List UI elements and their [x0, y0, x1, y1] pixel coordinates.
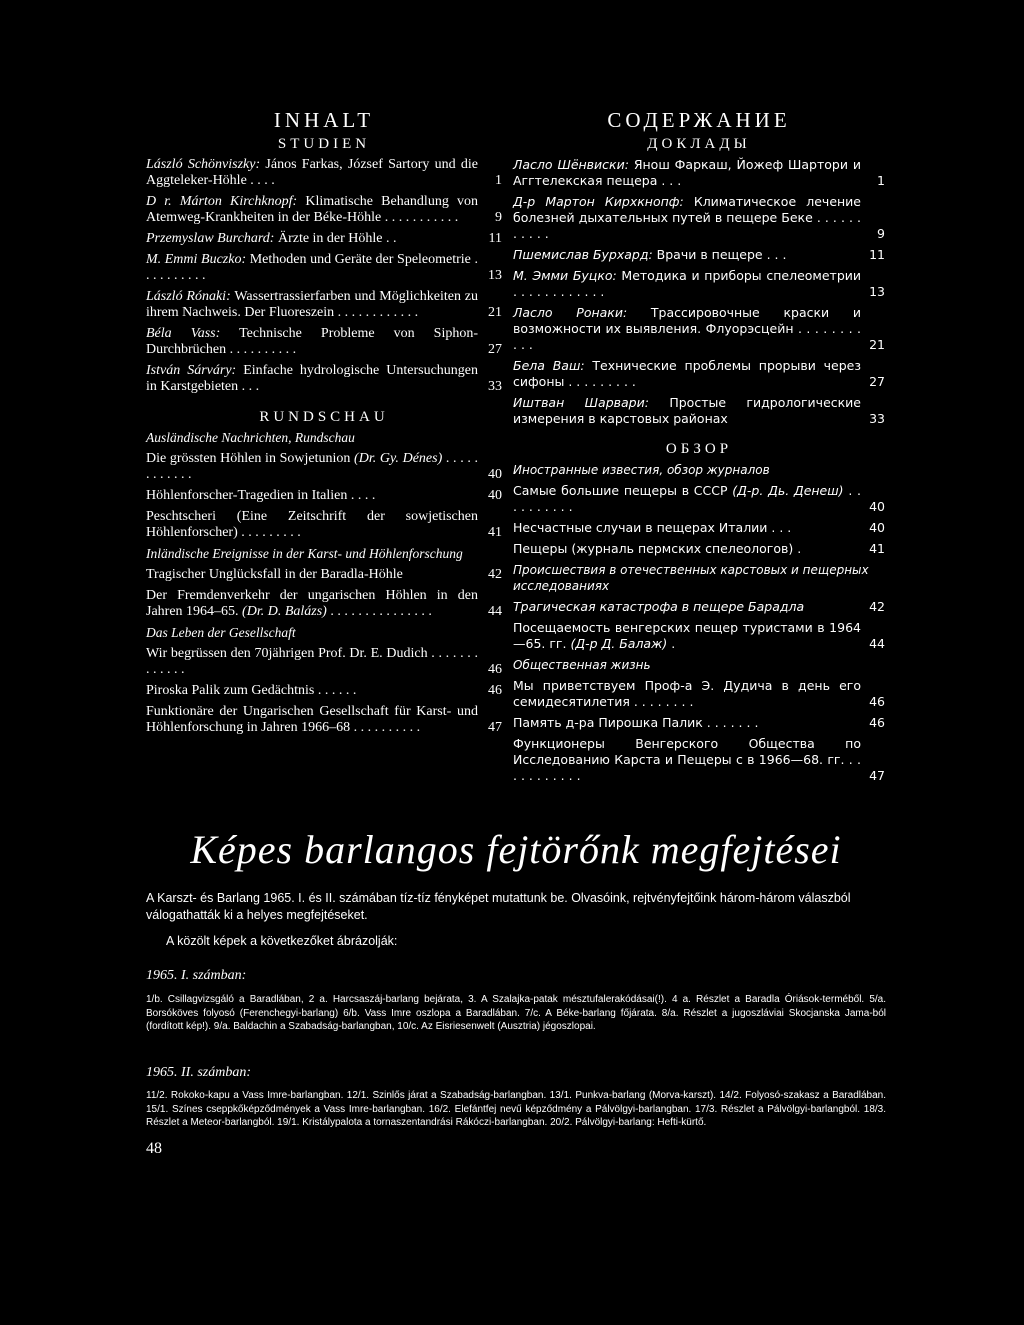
- page-ref: 41: [869, 541, 885, 556]
- toc-russian: [513, 108, 885, 789]
- toc-entry: [513, 520, 885, 536]
- page-ref: 11: [488, 231, 502, 246]
- entry-title: Технические проблемы прорыви через сифоны . . . . . . . . .: [513, 358, 861, 389]
- page-ref: 42: [488, 567, 502, 582]
- puzzle-heading: Képes barlangos fejtörőnk megfejtései: [190, 827, 842, 872]
- toc-entry: [513, 358, 885, 390]
- entry-title: Klimatische Behandlung von Atemweg-Krankheiten in der Béke-Höhle . . . . . . . . . . .: [146, 194, 478, 225]
- entry-title: Простые гидрологические измерения в карстовых районах: [513, 395, 861, 426]
- toc-entry: [146, 231, 502, 247]
- toc-entry: [513, 305, 885, 353]
- entry-title: Piroska Palik zum Gedächtnis . . . . . .: [146, 683, 357, 698]
- page-ref: 1: [495, 173, 502, 188]
- toc-entry: [146, 509, 502, 541]
- entry-title: Память д-ра Пирошка Палик . . . . . . .: [513, 715, 759, 730]
- entry-author: (Dr. D. Balázs): [242, 604, 327, 619]
- toc-entry: [146, 157, 502, 189]
- toc-entry: [146, 194, 502, 226]
- leader-dots: . . . . . . . . . . . . . . .: [326, 604, 432, 619]
- page-number: 48: [146, 1140, 162, 1157]
- toc-entry: [513, 599, 885, 615]
- toc-entry: [146, 289, 502, 321]
- section-heading-studien: STUDIEN: [277, 136, 371, 152]
- page-ref: 40: [488, 467, 502, 482]
- entry-title: Мы приветствуем Проф-а Э. Дудича в день его семидесятилетия . . . . . . . .: [513, 678, 861, 709]
- page-ref: 40: [869, 520, 885, 535]
- toc-entry: [146, 451, 502, 483]
- toc-entry: [513, 678, 885, 710]
- page-ref: 42: [869, 599, 885, 614]
- page-ref: 40: [488, 488, 502, 503]
- entry-author: (Д-р. Дь. Денеш): [732, 483, 844, 498]
- entry-title: Peschtscheri (Eine Zeitschrift der sowjetischen Höhlenforscher) . . . . . . . . .: [146, 509, 478, 540]
- entry-title: Трагическая катастрофа в пещере Барадла: [513, 599, 805, 614]
- issue-label: 1965. I. számban:: [146, 968, 247, 983]
- toc-entry: [513, 736, 885, 784]
- entry-title: Методика и приборы спелеометрии . . . . . . . . . . . .: [513, 268, 862, 299]
- toc-entry: [513, 715, 885, 731]
- entry-title: Пещеры (журналь пермских спелеологов) .: [513, 541, 802, 556]
- page-ref: 46: [488, 683, 502, 698]
- entry-title: Wir begrüssen den 70jährigen Prof. Dr. E. Dudich . . . . . . . . . . . . .: [146, 646, 478, 677]
- page-ref: 13: [869, 284, 885, 299]
- page-ref: 41: [488, 525, 502, 540]
- author: Béla Vass:: [146, 326, 221, 341]
- entry-author: (Д-р Д. Балаж): [570, 636, 668, 651]
- toc-entry: [513, 268, 885, 300]
- toc-german: [146, 108, 502, 741]
- page-ref: 27: [869, 374, 885, 389]
- leader-dots: .: [667, 636, 676, 651]
- author: Przemyslaw Burchard:: [146, 231, 275, 246]
- entry-title: Tragischer Unglücksfall in der Baradla-Höhle: [146, 567, 403, 582]
- toc-entry: [513, 620, 885, 652]
- page-ref: 21: [488, 305, 502, 320]
- toc-entry: [146, 683, 502, 699]
- subsection-heading: Ausländische Nachrichten, Rundschau: [146, 430, 355, 445]
- answer-list: 11/2. Rokoko-kapu a Vass Imre-barlangban. 12/1. Szinlős járat a Szabadság-barlangban. 13/1. Punkva-barlang (Morva-karszt). 14/2. Folyosó-szakasz a Baradlában. 15/1. Színes cseppkőképződmények a Vass Imre-barlangban. 16/2. Elefántfej nevű képződmény a Pálvölgyi-barlangban. 17/3. Részlet a Pálvölgyi-barlangból. 18/3. Részlet a Meteor-barlangból. 19/1. Kristálypalota a tornaszentandrási Rákóczi-barlangban. 20/2. Pálvölgyi-barlang: Hefti-kürtő.: [146, 1090, 886, 1128]
- entry-title: Methoden und Geräte der Speleometrie . . . . . . . . . .: [146, 252, 478, 283]
- entry-author: (Dr. Gy. Dénes): [354, 451, 443, 466]
- puzzle-intro-2: A közölt képek a következőket ábrázolják:: [166, 934, 398, 948]
- toc-entry: [146, 252, 502, 284]
- page-ref: 47: [869, 768, 885, 783]
- page-ref: 21: [869, 337, 885, 352]
- page-ref: 44: [869, 636, 885, 651]
- subsection-heading: Иностранные известия, обзор журналов: [513, 463, 770, 477]
- section-heading-rundschau: RUNDSCHAU: [259, 409, 389, 425]
- entry-title: Die grössten Höhlen in Sowjetunion: [146, 451, 355, 466]
- author: Ласло Ронаки:: [513, 305, 628, 320]
- page-ref: 47: [488, 720, 502, 735]
- page-ref: 46: [869, 694, 885, 709]
- entry-title: Посещаемость венгерских пещер туристами в 1964—65. гг.: [513, 620, 861, 651]
- entry-title: Врачи в пещере . . .: [652, 247, 787, 262]
- toc-entry: [146, 588, 502, 620]
- toc-entry: [146, 363, 502, 395]
- author: István Sárváry:: [146, 363, 237, 378]
- toc-entry: [146, 567, 502, 583]
- toc-title: СОДЕРЖАНИЕ: [607, 108, 791, 132]
- page-ref: 11: [869, 247, 885, 262]
- page-ref: 27: [488, 342, 502, 357]
- entry-title: Einfache hydrologische Untersuchungen in Karstgebieten . . .: [146, 363, 478, 394]
- answer-list: 1/b. Csillagvizsgáló a Baradlában, 2 a. Harcsaszáj-barlang bejárata, 3. A Szalajka-patak mésztufalerakódásai(!). 4 a. Részlet a Baradla Óriások-terméből. 5/a. Borsóköves folyosó (Ferenchegyi-barlang) 6/b. Vass Imre oszlopa a Baradlában. 7/c. A Béke-barlang főjárata. 8/a. Részlet a jugoszláviai Skocjanska Jama-ból (fordított kép!). 9/a. Baldachin a Szabadság-barlangban, 10/c. Az Eisriesenwelt (Ausztria) jégoszlopai.: [146, 994, 886, 1032]
- page-ref: 33: [488, 379, 502, 394]
- author: László Rónaki:: [146, 289, 231, 304]
- entry-title: Несчастные случаи в пещерах Италии . . .: [513, 520, 792, 535]
- section-heading-obzor: ОБЗОР: [665, 441, 733, 457]
- author: Бела Ваш:: [513, 358, 585, 373]
- toc-entry: [513, 541, 885, 557]
- entry-title: Функционеры Венгерского Общества по Исследованию Карста и Пещеры с в 1966—68. гг. . . . . . . . . . . .: [513, 736, 861, 783]
- toc-entry: [146, 488, 502, 504]
- toc-entry: [513, 194, 885, 242]
- author: Пшемислав Бурхард:: [513, 247, 653, 262]
- author: Ласло Шёнвиски:: [513, 157, 629, 172]
- entry-title: Höhlenforscher-Tragedien in Italien . . . .: [146, 488, 376, 503]
- page-ref: 44: [488, 604, 502, 619]
- subsection-heading: Происшествия в отечественных карстовых и пещерных исследованиях: [513, 563, 869, 593]
- puzzle-intro: A Karszt- és Barlang 1965. I. és II. számában tíz-tíz fényképet mutattunk be. Olvasóink, rejtvényfejtőink három-három válaszból válogathatták ki a helyes megfejtéseket.: [146, 891, 851, 922]
- page-ref: 33: [869, 411, 885, 426]
- page-ref: 46: [488, 662, 502, 677]
- entry-title: Янош Фаркаш, Йожеф Шартори и Аггтелекская пещера . . .: [513, 157, 861, 188]
- author: M. Emmi Buczko:: [146, 252, 247, 267]
- author: László Schönviszky:: [146, 157, 261, 172]
- page-ref: 40: [869, 499, 885, 514]
- entry-title: Трассировочные краски и возможности их выявления. Флуорэсцейн . . . . . . . . . . .: [513, 305, 861, 352]
- page-ref: 13: [488, 268, 502, 283]
- toc-entry: [513, 157, 885, 189]
- entry-title: Der Fremdenverkehr der ungarischen Höhlen in den Jahren 1964–65.: [146, 588, 478, 619]
- leader-dots: . . . . . . . . . . . .: [146, 451, 479, 482]
- subsection-heading: Inländische Ereignisse in der Karst- und Höhlenforschung: [146, 546, 463, 561]
- page-ref: 9: [495, 210, 502, 225]
- subsection-heading: Das Leben der Gesellschaft: [146, 625, 296, 640]
- toc-entry: [513, 247, 885, 263]
- page-ref: 9: [877, 226, 885, 241]
- toc-entry: [146, 646, 502, 678]
- entry-title: Самые большие пещеры в СССР: [513, 483, 733, 498]
- entry-title: Funktionäre der Ungarischen Gesellschaft für Karst- und Höhlenforschung in Jahren 1966–68 . . . . . . . . . .: [146, 704, 478, 735]
- author: М. Эмми Буцко:: [513, 268, 617, 283]
- author: D r. Márton Kirchknopf:: [146, 194, 298, 209]
- toc-entry: [513, 483, 885, 515]
- entry-title: Wassertrassierfarben und Möglichkeiten zu ihrem Nachweis. Der Fluoreszein . . . . . . . . . . . .: [146, 289, 479, 320]
- page-ref: 46: [869, 715, 885, 730]
- entry-title: János Farkas, József Sartory und die Aggteleker-Höhle . . . .: [146, 157, 478, 188]
- page-ref: 1: [877, 173, 885, 188]
- entry-title: Technische Probleme von Siphon-Durchbrüchen . . . . . . . . . .: [146, 326, 479, 357]
- leader-dots: . . . . . . . . . .: [513, 483, 862, 514]
- author: Д-р Мартон Кирхкнопф:: [513, 194, 684, 209]
- author: Иштван Шарвари:: [513, 395, 649, 410]
- subsection-heading: Общественная жизнь: [513, 658, 651, 672]
- section-heading-doklady: ДОКЛАДЫ: [647, 136, 751, 152]
- issue-label: 1965. II. számban:: [146, 1065, 251, 1080]
- toc-entry: [513, 395, 885, 427]
- toc-title: INHALT: [273, 108, 375, 132]
- toc-entry: [146, 704, 502, 736]
- toc-entry: [146, 326, 502, 358]
- entry-title: Климатическое лечение болезней дыхательных путей в пещере Беке . . . . . . . . . . .: [513, 194, 861, 241]
- entry-title: Ärzte in der Höhle . .: [274, 231, 397, 246]
